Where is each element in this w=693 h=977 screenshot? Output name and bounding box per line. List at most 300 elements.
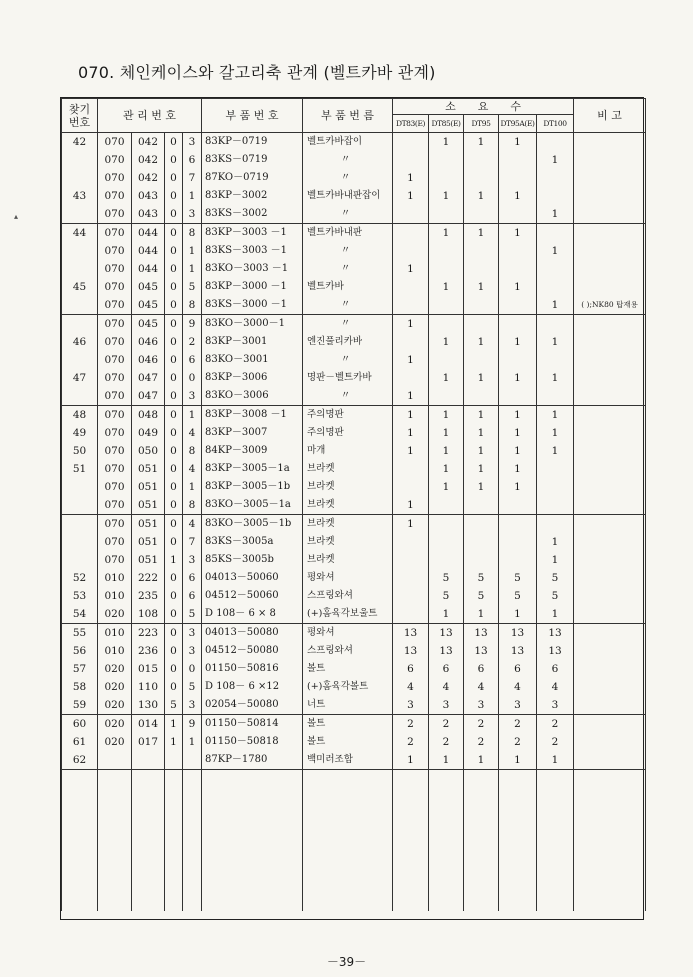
qty-cell [393,569,429,587]
part-name-cell: 브라켓 [303,515,393,534]
part-no-cell: 02054－50080 [202,696,303,715]
qty-cell: 1 [464,333,499,351]
mgmt-1-cell: 070 [98,460,132,478]
table-row [62,205,646,224]
qty-cell: 1 [429,369,464,387]
mgmt-4-cell: 5 [183,605,202,624]
qty-cell: 1 [464,187,499,205]
mgmt-3-cell: 0 [165,224,183,243]
remark-cell [574,460,646,478]
qty-cell [537,315,574,334]
table-row [62,424,646,442]
qty-cell: 5 [499,587,537,605]
qty-cell: 4 [429,678,464,696]
part-no-cell: 01150－50816 [202,660,303,678]
remark-cell [574,205,646,224]
qty-cell: 4 [537,678,574,696]
qty-cell: 1 [464,369,499,387]
mgmt-2-cell: 045 [132,278,165,296]
qty-cell: 1 [464,406,499,425]
qty-cell: 1 [464,278,499,296]
qty-cell [464,260,499,278]
part-name-cell: 볼트 [303,715,393,734]
mgmt-3-cell: 0 [165,315,183,334]
qty-cell: 1 [393,515,429,534]
remark-cell [574,333,646,351]
mgmt-2-cell: 235 [132,587,165,605]
mgmt-1-cell: 070 [98,151,132,169]
ref-cell: 49 [62,424,98,442]
mgmt-2-cell: 047 [132,387,165,406]
qty-cell: 5 [429,587,464,605]
qty-cell: 1 [393,169,429,187]
table-row [62,678,646,696]
qty-cell: 2 [429,715,464,734]
table-row [62,333,646,351]
mgmt-1-cell: 070 [98,478,132,496]
mgmt-4-cell: 3 [183,696,202,715]
mgmt-4-cell: 0 [183,660,202,678]
table-row [62,496,646,515]
header-part-name: 부 품 번 름 [303,99,393,133]
qty-cell: 1 [393,424,429,442]
mgmt-1-cell: 070 [98,224,132,243]
part-name-cell: 볼트 [303,660,393,678]
mgmt-2-cell: 222 [132,569,165,587]
part-name-cell: 벨트카바잡이 [303,133,393,152]
qty-cell [537,224,574,243]
qty-cell: 1 [464,224,499,243]
qty-cell: 1 [464,424,499,442]
header-model-dt83: DT83(E) [393,115,429,133]
mgmt-2-cell: 048 [132,406,165,425]
qty-cell [393,333,429,351]
qty-cell: 1 [537,406,574,425]
part-name-cell: 〃 [303,260,393,278]
part-no-cell: 83KP－3007 [202,424,303,442]
mgmt-4-cell: 4 [183,424,202,442]
qty-cell [537,478,574,496]
remark-cell [574,733,646,751]
header-model-dt85: DT85(E) [429,115,464,133]
qty-cell [429,169,464,187]
part-name-cell: 너트 [303,696,393,715]
table-row [62,533,646,551]
qty-cell [537,496,574,515]
part-no-cell: 87KP－1780 [202,751,303,770]
remark-cell [574,533,646,551]
mgmt-2-cell: 051 [132,460,165,478]
mgmt-1-cell: 070 [98,187,132,205]
mgmt-3-cell: 0 [165,151,183,169]
remark-cell [574,587,646,605]
remark-cell [574,660,646,678]
part-name-cell: 스프링와셔 [303,642,393,660]
qty-cell [429,515,464,534]
mgmt-2-cell: 043 [132,187,165,205]
mgmt-4-cell: 3 [183,624,202,643]
qty-cell: 5 [464,569,499,587]
remark-cell [574,551,646,569]
mgmt-1-cell: 070 [98,296,132,315]
mgmt-3-cell: 0 [165,296,183,315]
table-row [62,278,646,296]
mgmt-3-cell: 0 [165,624,183,643]
qty-cell: 1 [499,333,537,351]
ref-cell [62,315,98,334]
qty-cell [499,169,537,187]
qty-cell: 1 [429,133,464,152]
table-row [62,515,646,534]
qty-cell: 1 [464,133,499,152]
part-no-cell: 83KS－3005a [202,533,303,551]
mgmt-3-cell: 0 [165,187,183,205]
mgmt-3-cell: 0 [165,369,183,387]
ref-cell [62,242,98,260]
part-name-cell: 평와셔 [303,569,393,587]
table-row [62,260,646,278]
mgmt-4-cell: 4 [183,460,202,478]
qty-cell [429,496,464,515]
mgmt-3-cell: 0 [165,515,183,534]
qty-cell [393,224,429,243]
qty-cell: 1 [537,205,574,224]
mgmt-2-cell: 051 [132,478,165,496]
qty-cell [429,151,464,169]
part-no-cell: 01150－50814 [202,715,303,734]
qty-cell [499,315,537,334]
qty-cell [429,296,464,315]
part-name-cell: 〃 [303,151,393,169]
mgmt-1-cell: 020 [98,733,132,751]
qty-cell [429,205,464,224]
qty-cell: 4 [393,678,429,696]
mgmt-1-cell: 010 [98,587,132,605]
mgmt-3-cell: 0 [165,569,183,587]
part-no-cell: 83KP－3001 [202,333,303,351]
qty-cell: 13 [429,642,464,660]
page-number: －39－ [326,955,367,969]
mgmt-1-cell: 020 [98,696,132,715]
qty-cell: 1 [464,478,499,496]
ref-cell [62,205,98,224]
qty-cell [393,133,429,152]
qty-cell: 3 [499,696,537,715]
qty-cell [499,260,537,278]
part-no-cell: 83KP－3002 [202,187,303,205]
ref-cell: 62 [62,751,98,770]
qty-cell: 5 [537,569,574,587]
part-no-cell: 83KO－3003 －1 [202,260,303,278]
page-title: 070. 체인케이스와 갈고리축 관계 (벨트카바 관계) [78,63,436,82]
mgmt-1-cell: 020 [98,605,132,624]
part-no-cell: 83KS－0719 [202,151,303,169]
qty-cell [537,351,574,369]
mgmt-3-cell: 0 [165,442,183,460]
remark-cell [574,678,646,696]
part-name-cell: 마개 [303,442,393,460]
mgmt-1-cell: 070 [98,333,132,351]
table-row [62,660,646,678]
qty-cell: 1 [393,406,429,425]
ref-cell [62,533,98,551]
part-no-cell: 83KP－0719 [202,133,303,152]
qty-cell [464,242,499,260]
qty-cell [464,533,499,551]
qty-cell: 1 [499,406,537,425]
filler-cell [183,770,202,912]
mgmt-2-cell: 017 [132,733,165,751]
mgmt-4-cell: 6 [183,569,202,587]
mgmt-3-cell: 1 [165,715,183,734]
qty-cell [499,387,537,406]
qty-cell [429,260,464,278]
qty-cell: 6 [537,660,574,678]
header-model-dt95a: DT95A(E) [499,115,537,133]
mgmt-1-cell: 020 [98,660,132,678]
filler-cell [98,770,132,912]
mgmt-4-cell: 1 [183,260,202,278]
mgmt-3-cell [165,751,183,770]
mgmt-2-cell: 130 [132,696,165,715]
remark-cell [574,369,646,387]
part-no-cell: 83KS－3000 －1 [202,296,303,315]
mgmt-4-cell: 6 [183,151,202,169]
qty-cell: 1 [499,478,537,496]
remark-cell [574,442,646,460]
qty-cell: 13 [393,624,429,643]
qty-cell [499,551,537,569]
qty-cell: 3 [537,696,574,715]
table-row [62,460,646,478]
ref-cell [62,515,98,534]
table-row [62,169,646,187]
qty-cell: 1 [499,133,537,152]
qty-cell [393,533,429,551]
mgmt-4-cell: 1 [183,406,202,425]
header-remark: 비 고 [574,99,646,133]
ref-cell: 55 [62,624,98,643]
remark-cell [574,496,646,515]
header-qty: 소 요 수 [393,99,574,115]
mgmt-1-cell: 070 [98,406,132,425]
mgmt-1-cell: 070 [98,242,132,260]
qty-cell: 1 [429,406,464,425]
qty-cell: 13 [393,642,429,660]
parts-table [61,98,646,911]
qty-cell: 1 [429,605,464,624]
mgmt-3-cell: 0 [165,406,183,425]
part-name-cell: 주의명판 [303,424,393,442]
remark-cell [574,515,646,534]
part-name-cell: 스프링와셔 [303,587,393,605]
filler-cell [165,770,183,912]
mgmt-3-cell: 0 [165,460,183,478]
table-row [62,369,646,387]
remark-cell [574,187,646,205]
header-part-no: 부 품 번 호 [202,99,303,133]
table-row [62,642,646,660]
filler-cell [393,770,429,912]
qty-cell [393,151,429,169]
qty-cell: 2 [464,715,499,734]
qty-cell: 1 [499,442,537,460]
part-no-cell: 83KP－3005－1a [202,460,303,478]
part-no-cell: D 108－ 6 ×12 [202,678,303,696]
qty-cell: 1 [499,369,537,387]
table-row [62,315,646,334]
mgmt-4-cell: 4 [183,515,202,534]
part-name-cell: 브라켓 [303,460,393,478]
mgmt-1-cell: 020 [98,678,132,696]
ref-cell [62,478,98,496]
qty-cell [393,242,429,260]
mgmt-4-cell: 3 [183,387,202,406]
qty-cell: 3 [429,696,464,715]
mgmt-3-cell: 0 [165,205,183,224]
qty-cell [429,533,464,551]
mgmt-2-cell: 049 [132,424,165,442]
mgmt-3-cell: 0 [165,133,183,152]
qty-cell [393,278,429,296]
mgmt-4-cell: 3 [183,642,202,660]
mgmt-4-cell: 8 [183,496,202,515]
mgmt-1-cell: 020 [98,715,132,734]
ref-cell: 46 [62,333,98,351]
part-name-cell: 〃 [303,242,393,260]
mgmt-4-cell: 8 [183,296,202,315]
qty-cell: 1 [499,424,537,442]
part-name-cell: (+)홈육각보울트 [303,605,393,624]
part-name-cell: 평와셔 [303,624,393,643]
mgmt-2-cell: 045 [132,315,165,334]
mgmt-4-cell: 5 [183,278,202,296]
mgmt-3-cell: 0 [165,278,183,296]
remark-cell [574,751,646,770]
mgmt-1-cell: 070 [98,260,132,278]
ref-cell: 58 [62,678,98,696]
ref-cell: 52 [62,569,98,587]
qty-cell [464,351,499,369]
header-mgmt: 관 리 번 호 [98,99,202,133]
qty-cell [537,460,574,478]
mgmt-3-cell: 0 [165,333,183,351]
ref-cell: 43 [62,187,98,205]
part-no-cell: 83KO－3006 [202,387,303,406]
mgmt-2-cell: 046 [132,351,165,369]
qty-cell: 13 [537,624,574,643]
table-row [62,296,646,315]
qty-cell [499,296,537,315]
qty-cell: 1 [393,260,429,278]
remark-cell [574,224,646,243]
mgmt-2-cell: 014 [132,715,165,734]
filler-cell [202,770,303,912]
qty-cell: 4 [499,678,537,696]
part-no-cell: 83KO－3005－1b [202,515,303,534]
mgmt-3-cell: 0 [165,678,183,696]
mgmt-2-cell: 236 [132,642,165,660]
header-model-dt100: DT100 [537,115,574,133]
qty-cell [393,296,429,315]
part-no-cell: 04013－50080 [202,624,303,643]
margin-mark: ▴ [14,212,19,221]
qty-cell [464,169,499,187]
mgmt-3-cell: 1 [165,551,183,569]
ref-cell: 44 [62,224,98,243]
mgmt-1-cell: 070 [98,369,132,387]
qty-cell: 2 [499,715,537,734]
remark-cell [574,569,646,587]
mgmt-4-cell: 5 [183,678,202,696]
mgmt-1-cell [98,751,132,770]
ref-cell: 42 [62,133,98,152]
ref-cell: 45 [62,278,98,296]
mgmt-3-cell: 0 [165,260,183,278]
remark-cell [574,406,646,425]
qty-cell: 2 [499,733,537,751]
qty-cell: 1 [393,751,429,770]
mgmt-1-cell: 070 [98,315,132,334]
table-row [62,569,646,587]
header-ref-label: 찾기 번호 [68,102,91,129]
qty-cell: 5 [464,587,499,605]
table-row [62,733,646,751]
remark-cell [574,624,646,643]
part-no-cell: 04013－50060 [202,569,303,587]
mgmt-2-cell: 044 [132,260,165,278]
mgmt-3-cell: 0 [165,642,183,660]
part-no-cell: D 108－ 6 × 8 [202,605,303,624]
part-no-cell: 83KO－3005－1a [202,496,303,515]
qty-cell [429,242,464,260]
ref-cell [62,151,98,169]
qty-cell: 1 [429,424,464,442]
table-row [62,715,646,734]
part-no-cell: 83KP－3006 [202,369,303,387]
part-name-cell: 벨트카바내판잡이 [303,187,393,205]
mgmt-2-cell: 051 [132,551,165,569]
qty-cell: 13 [499,642,537,660]
mgmt-1-cell: 070 [98,515,132,534]
mgmt-4-cell: 3 [183,133,202,152]
mgmt-2-cell: 042 [132,133,165,152]
mgmt-3-cell: 0 [165,605,183,624]
qty-cell: 2 [537,715,574,734]
qty-cell: 3 [393,696,429,715]
qty-cell: 1 [429,442,464,460]
part-name-cell: 벨트카바내판 [303,224,393,243]
part-no-cell: 04512－50080 [202,642,303,660]
qty-cell: 6 [464,660,499,678]
qty-cell [464,296,499,315]
qty-cell: 2 [393,715,429,734]
mgmt-1-cell: 010 [98,642,132,660]
part-name-cell: 〃 [303,169,393,187]
ref-cell [62,496,98,515]
qty-cell [464,496,499,515]
ref-cell [62,551,98,569]
mgmt-2-cell: 043 [132,205,165,224]
mgmt-1-cell: 070 [98,387,132,406]
mgmt-1-cell: 070 [98,442,132,460]
ref-cell: 48 [62,406,98,425]
mgmt-1-cell: 070 [98,551,132,569]
part-no-cell: 83KP－3003 －1 [202,224,303,243]
qty-cell: 6 [499,660,537,678]
part-no-cell: 83KP－3005－1b [202,478,303,496]
ref-cell: 61 [62,733,98,751]
